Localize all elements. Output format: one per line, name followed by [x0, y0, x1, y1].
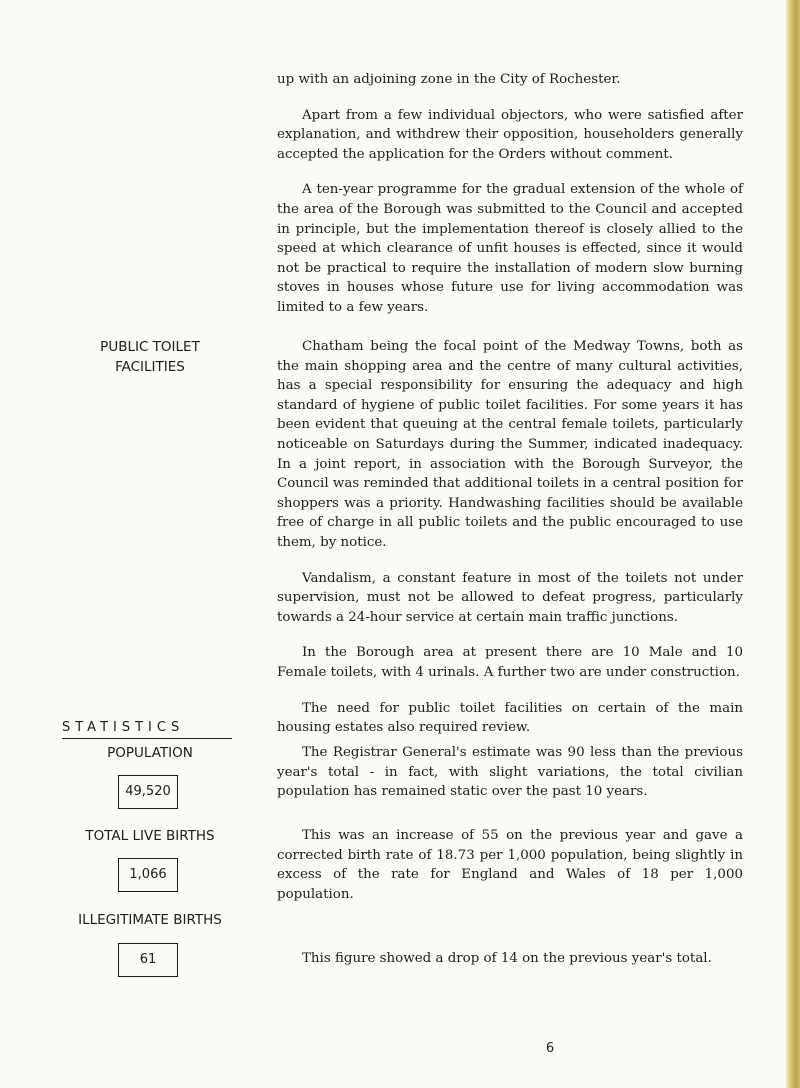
population-value-box: 49,520: [118, 775, 178, 809]
paragraph-objectors: Apart from a few individual objectors, who were satisfied after explanation, and withdrew their opposition, householders generally accepted the application for the Orders without comment.: [277, 107, 743, 162]
toilet-section: [277, 337, 743, 738]
toilet-heading-line2: FACILITIES: [115, 359, 185, 375]
page-edge: [786, 0, 800, 1088]
population-label: POPULATION: [107, 745, 193, 761]
intro-line: up with an adjoining zone in the City of Rochester.: [277, 72, 621, 87]
main-column: [277, 70, 743, 318]
toilet-facilities-heading: [40, 337, 260, 377]
paragraph-vandalism: Vandalism, a constant feature in most of the toilets not under supervision, must not be allowed to defeat progress, particularly towards a 24-hour service at certain main traffic junctions.: [277, 570, 743, 625]
illegitimate-births-value-box: 61: [118, 943, 178, 977]
page-number: 6: [545, 1041, 555, 1056]
live-births-text: This was an increase of 55 on the previous year and gave a corrected birth rate of 18.73 per 1,000 population, being slightly in excess of the rate for England and Wales of 18 per 1,000 population.: [277, 828, 743, 902]
paragraph-housing-estates: The need for public toilet facilities on certain of the main housing estates also required review.: [277, 700, 743, 736]
statistics-heading: STATISTICS: [62, 719, 232, 739]
paragraph-chatham: Chatham being the focal point of the Medway Towns, both as the main shopping area and the centre of many cultural activities, has a special responsibility for ensuring the adequacy and high standard of hygiene of public toilet facilities. For some years it has been evident that queuing at the central female toilets, particularly noticeable on Saturdays during the Summer, indicated inadequacy. In a joint report, in association with the Borough Surveyor, the Council was reminded that additional toilets in a central position for shoppers was a priority. Handwashing facilities should be available free of charge in all public toilets and the public encouraged to use them, by notice.: [277, 339, 743, 550]
live-births-value-box: 1,066: [118, 858, 178, 892]
live-births-label: TOTAL LIVE BIRTHS: [85, 828, 215, 844]
illegitimate-births-text: This figure showed a drop of 14 on the previous year's total.: [302, 951, 712, 966]
paragraph-borough-toilets: In the Borough area at present there are 10 Male and 10 Female toilets, with 4 urinals. A further two are under construction.: [277, 645, 743, 680]
illegitimate-births-label: ILLEGITIMATE BIRTHS: [78, 912, 222, 928]
population-text: The Registrar General's estimate was 90 less than the previous year's total - in fact, with slight variations, the total civilian population has remained static over the past 10 years.: [277, 745, 743, 800]
toilet-heading-line1: PUBLIC TOILET: [100, 339, 200, 355]
paragraph-programme: A ten-year programme for the gradual extension of the whole of the area of the Borough was submitted to the Council and accepted in principle, but the implementation thereof is closely allied to the speed at which clearance of unfit houses is effected, since it would not be practical to require the installation of modern slow burning stoves in houses whose future use for living accommodation was limited to a few years.: [277, 182, 743, 315]
